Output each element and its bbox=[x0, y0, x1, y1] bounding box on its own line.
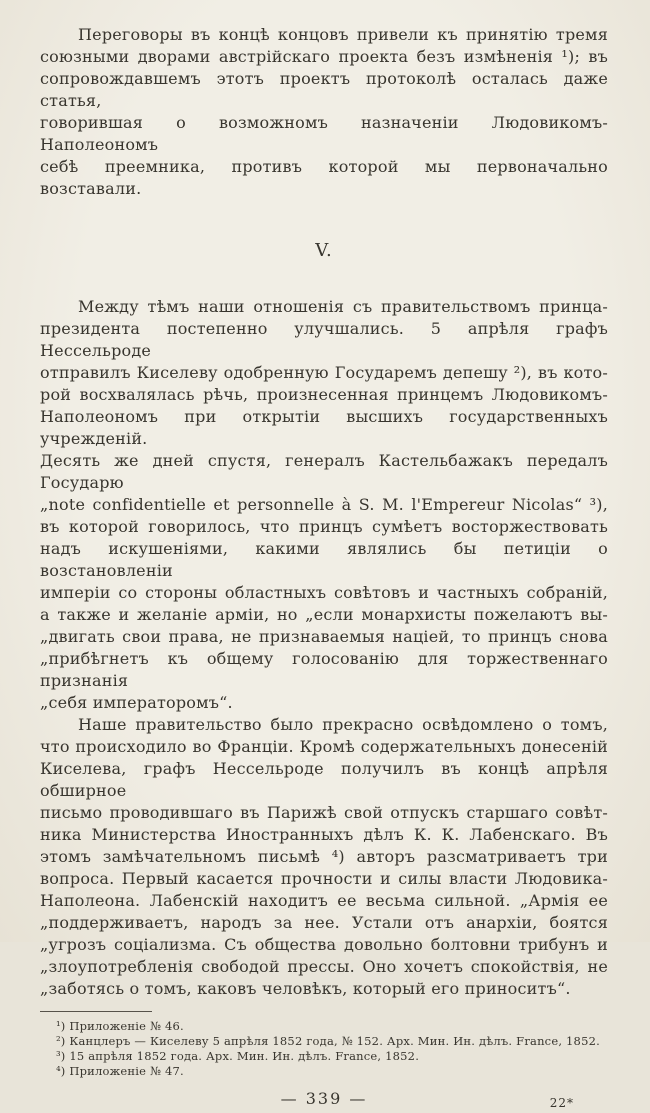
text-line: „себя императоромъ“. bbox=[40, 693, 233, 712]
footnotes bbox=[40, 1019, 608, 1079]
text-line: Киселева, графъ Нессельроде получилъ въ концѣ апрѣля обширное bbox=[40, 759, 608, 800]
text-line: рой восхвалялась рѣчь, произнесенная принцемъ Людовикомъ- bbox=[40, 385, 608, 404]
text-line: говорившая о возможномъ назначеніи Людовикомъ-Наполеономъ bbox=[40, 113, 608, 154]
text-line: Наполеона. Лабенскій находитъ ее весьма сильной. „Армія ее bbox=[40, 891, 608, 910]
text-line: письмо проводившаго въ Парижѣ свой отпускъ старшаго совѣт- bbox=[40, 803, 608, 822]
footnote-4: ⁴) Приложеніе № 47. bbox=[56, 1064, 184, 1078]
text-line: Наше правительство было прекрасно освѣдомлено о томъ, bbox=[78, 715, 608, 734]
text-line: „заботясь о томъ, каковъ человѣкъ, который его приноситъ“. bbox=[40, 979, 571, 998]
paragraph-1 bbox=[40, 24, 608, 200]
text-line: а также и желаніе арміи, но „если монархисты пожелаютъ вы- bbox=[40, 605, 608, 624]
text-line: „прибѣгнетъ къ общему голосованію для торжественнаго признанія bbox=[40, 649, 608, 690]
text-line: Переговоры въ концѣ концовъ привели къ принятію тремя bbox=[78, 25, 608, 44]
text-line: „злоупотребленія свободой прессы. Оно хочетъ спокойствія, не bbox=[40, 957, 608, 976]
text-line: „note confidentielle et personnelle à S. M. l'Empereur Nicolas“ ³), bbox=[40, 495, 608, 514]
text-line: „поддерживаетъ, народъ за нее. Устали отъ анархіи, боятся bbox=[40, 913, 608, 932]
text-line: „угрозъ соціализма. Съ общества довольно болтовни трибунъ и bbox=[40, 935, 608, 954]
footnote-divider bbox=[40, 1011, 152, 1012]
footnote-3: ³) 15 апрѣля 1852 года. Арх. Мин. Ин. дѣлъ. France, 1852. bbox=[56, 1049, 420, 1063]
text-line: себѣ преемника, противъ которой мы первоначально возставали. bbox=[40, 157, 608, 198]
section-heading: V. bbox=[315, 240, 333, 261]
footnote-1: ¹) Приложеніе № 46. bbox=[56, 1019, 184, 1033]
text-line: Десять же дней спустя, генералъ Кастельбажакъ передалъ Государю bbox=[40, 451, 608, 492]
text-line: отправилъ Киселеву одобренную Государемъ депешу ²), въ кото- bbox=[40, 363, 608, 382]
paragraph-2 bbox=[40, 296, 608, 714]
text-line: надъ искушеніями, какими являлись бы петиціи о возстановленіи bbox=[40, 539, 608, 580]
text-line: вопроса. Первый касается прочности и силы власти Людовика- bbox=[40, 869, 608, 888]
text-line: Между тѣмъ наши отношенія съ правительствомъ принца- bbox=[78, 297, 608, 316]
text-line: Наполеономъ при открытіи высшихъ государственныхъ учрежденій. bbox=[40, 407, 608, 448]
text-line: сопровождавшемъ этотъ проектъ протоколѣ осталась даже статья, bbox=[40, 69, 608, 110]
text-line: президента постепенно улучшались. 5 апрѣля графъ Нессельроде bbox=[40, 319, 608, 360]
page-footer bbox=[40, 1089, 608, 1113]
footnote-2: ²) Канцлеръ — Киселеву 5 апрѣля 1852 года, № 152. Арх. Мин. Ин. дѣлъ. France, 1852. bbox=[56, 1034, 600, 1048]
text-line: ника Министерства Иностранныхъ дѣлъ К. К. Лабенскаго. Въ bbox=[40, 825, 608, 844]
text-line: въ которой говорилось, что принцъ сумѣетъ восторжествовать bbox=[40, 517, 608, 536]
text-line: имперіи со стороны областныхъ совѣтовъ и частныхъ собраній, bbox=[40, 583, 608, 602]
signature-mark: 22* bbox=[549, 1096, 574, 1110]
text-line: союзными дворами австрійскаго проекта безъ измѣненія ¹); въ bbox=[40, 47, 608, 66]
text-line: что происходило во Франціи. Кромѣ содержательныхъ донесеній bbox=[40, 737, 608, 756]
text-line: этомъ замѣчательномъ письмѣ ⁴) авторъ разсматриваетъ три bbox=[40, 847, 608, 866]
text-line: „двигать свои права, не признаваемыя націей, то принцъ снова bbox=[40, 627, 608, 646]
page-number: — 339 — bbox=[280, 1089, 368, 1108]
paragraph-3 bbox=[40, 714, 608, 1000]
